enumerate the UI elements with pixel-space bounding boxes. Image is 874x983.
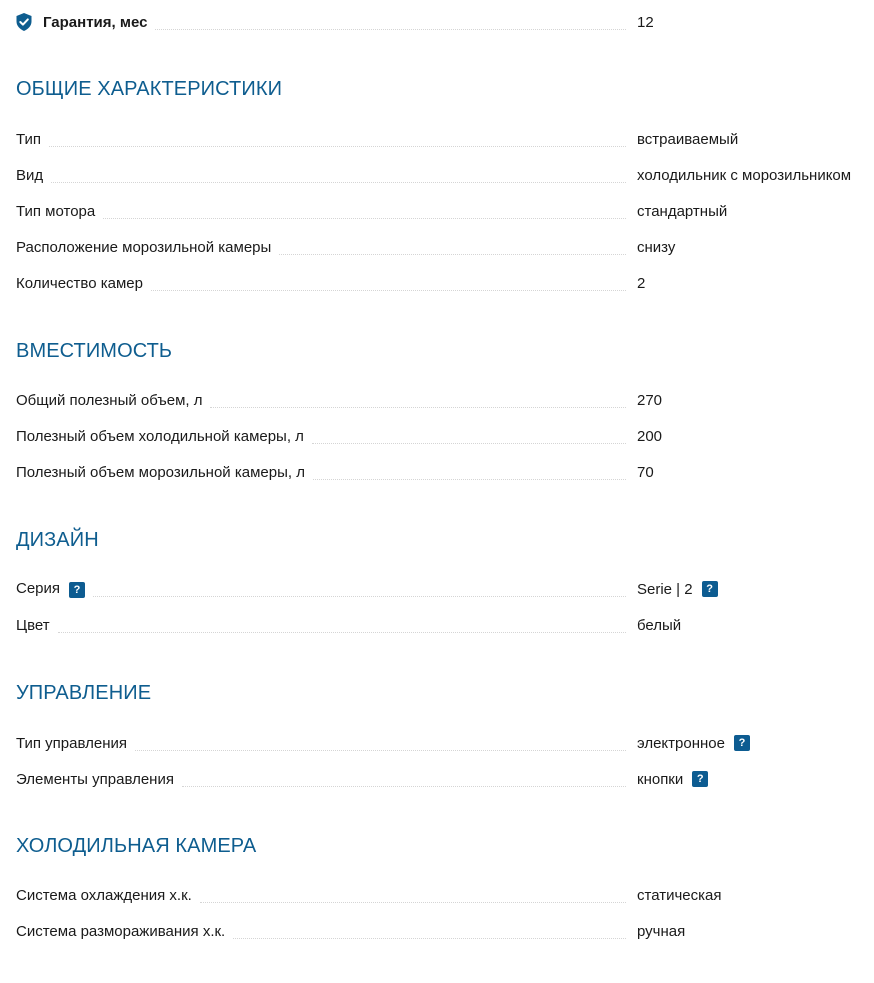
spec-row — [16, 877, 874, 913]
spec-label: Элементы управления — [16, 771, 182, 788]
spec-label: Тип управления — [16, 735, 135, 752]
section-design — [16, 571, 874, 643]
spec-label-text: Серия — [16, 580, 61, 597]
section-title-capacity: ВМЕСТИМОСТЬ — [16, 340, 173, 362]
warranty-row — [16, 4, 874, 40]
spec-row — [16, 607, 874, 643]
spec-row — [16, 157, 874, 193]
dotted-leader — [200, 902, 626, 903]
spec-value: белый — [637, 616, 682, 634]
help-button[interactable]: ? — [734, 735, 750, 751]
section-title-general: ОБЩИЕ ХАРАКТЕРИСТИКИ — [16, 78, 283, 100]
spec-label: Система охлаждения х.к. — [16, 887, 200, 904]
spec-label: Вид — [16, 167, 51, 184]
dotted-leader — [93, 596, 626, 597]
section-title-design: ДИЗАЙН — [16, 529, 99, 551]
spec-label: Тип — [16, 131, 49, 148]
spec-row — [16, 121, 874, 157]
spec-value: Serie | 2 — [637, 580, 693, 598]
spec-label: Полезный объем холодильной камеры, л — [16, 428, 312, 445]
warranty-label: Гарантия, мес — [43, 14, 155, 31]
spec-value: 200 — [637, 427, 663, 445]
dotted-leader — [49, 146, 626, 147]
section-general — [16, 121, 874, 301]
spec-label: Тип мотора — [16, 203, 103, 220]
spec-row — [16, 265, 874, 301]
spec-value: ручная — [637, 922, 686, 940]
dotted-leader — [233, 938, 626, 939]
spec-value: стандартный — [637, 202, 728, 220]
spec-label: Система размораживания х.к. — [16, 923, 233, 940]
section-capacity — [16, 382, 874, 490]
spec-value: холодильник с морозильником — [637, 166, 852, 184]
shield-check-icon — [16, 13, 32, 31]
spec-value: статическая — [637, 886, 722, 904]
spec-label: Полезный объем морозильной камеры, л — [16, 464, 313, 481]
spec-value: 70 — [637, 463, 654, 481]
spec-value: кнопки — [637, 770, 684, 788]
dotted-leader — [279, 254, 626, 255]
dotted-leader — [51, 182, 626, 183]
section-title-control: УПРАВЛЕНИЕ — [16, 682, 152, 704]
spec-row — [16, 913, 874, 949]
spec-row — [16, 454, 874, 490]
dotted-leader — [155, 29, 626, 30]
dotted-leader — [58, 632, 626, 633]
spec-row — [16, 418, 874, 454]
spec-label: Расположение морозильной камеры — [16, 239, 279, 256]
spec-row — [16, 571, 874, 607]
spec-label: Общий полезный объем, л — [16, 392, 210, 409]
spec-label — [16, 580, 93, 598]
spec-row — [16, 382, 874, 418]
spec-label: Количество камер — [16, 275, 151, 292]
warranty-name — [16, 4, 636, 40]
dotted-leader — [151, 290, 626, 291]
section-control — [16, 725, 874, 797]
dotted-leader — [103, 218, 626, 219]
dotted-leader — [313, 479, 626, 480]
section-title-fridge: ХОЛОДИЛЬНАЯ КАМЕРА — [16, 835, 257, 857]
dotted-leader — [312, 443, 626, 444]
spec-label: Цвет — [16, 617, 58, 634]
section-fridge — [16, 877, 874, 949]
help-button[interactable]: ? — [692, 771, 708, 787]
dotted-leader — [210, 407, 626, 408]
spec-value: электронное — [637, 734, 725, 752]
spec-row — [16, 725, 874, 761]
dotted-leader — [182, 786, 626, 787]
help-button[interactable]: ? — [702, 581, 718, 597]
help-button[interactable]: ? — [69, 582, 85, 598]
spec-value: 2 — [637, 274, 646, 292]
spec-value: встраиваемый — [637, 130, 739, 148]
spec-row — [16, 761, 874, 797]
spec-row — [16, 193, 874, 229]
spec-value: снизу — [637, 238, 676, 256]
dotted-leader — [135, 750, 626, 751]
spec-row — [16, 229, 874, 265]
warranty-value: 12 — [637, 13, 654, 31]
spec-value: 270 — [637, 391, 663, 409]
